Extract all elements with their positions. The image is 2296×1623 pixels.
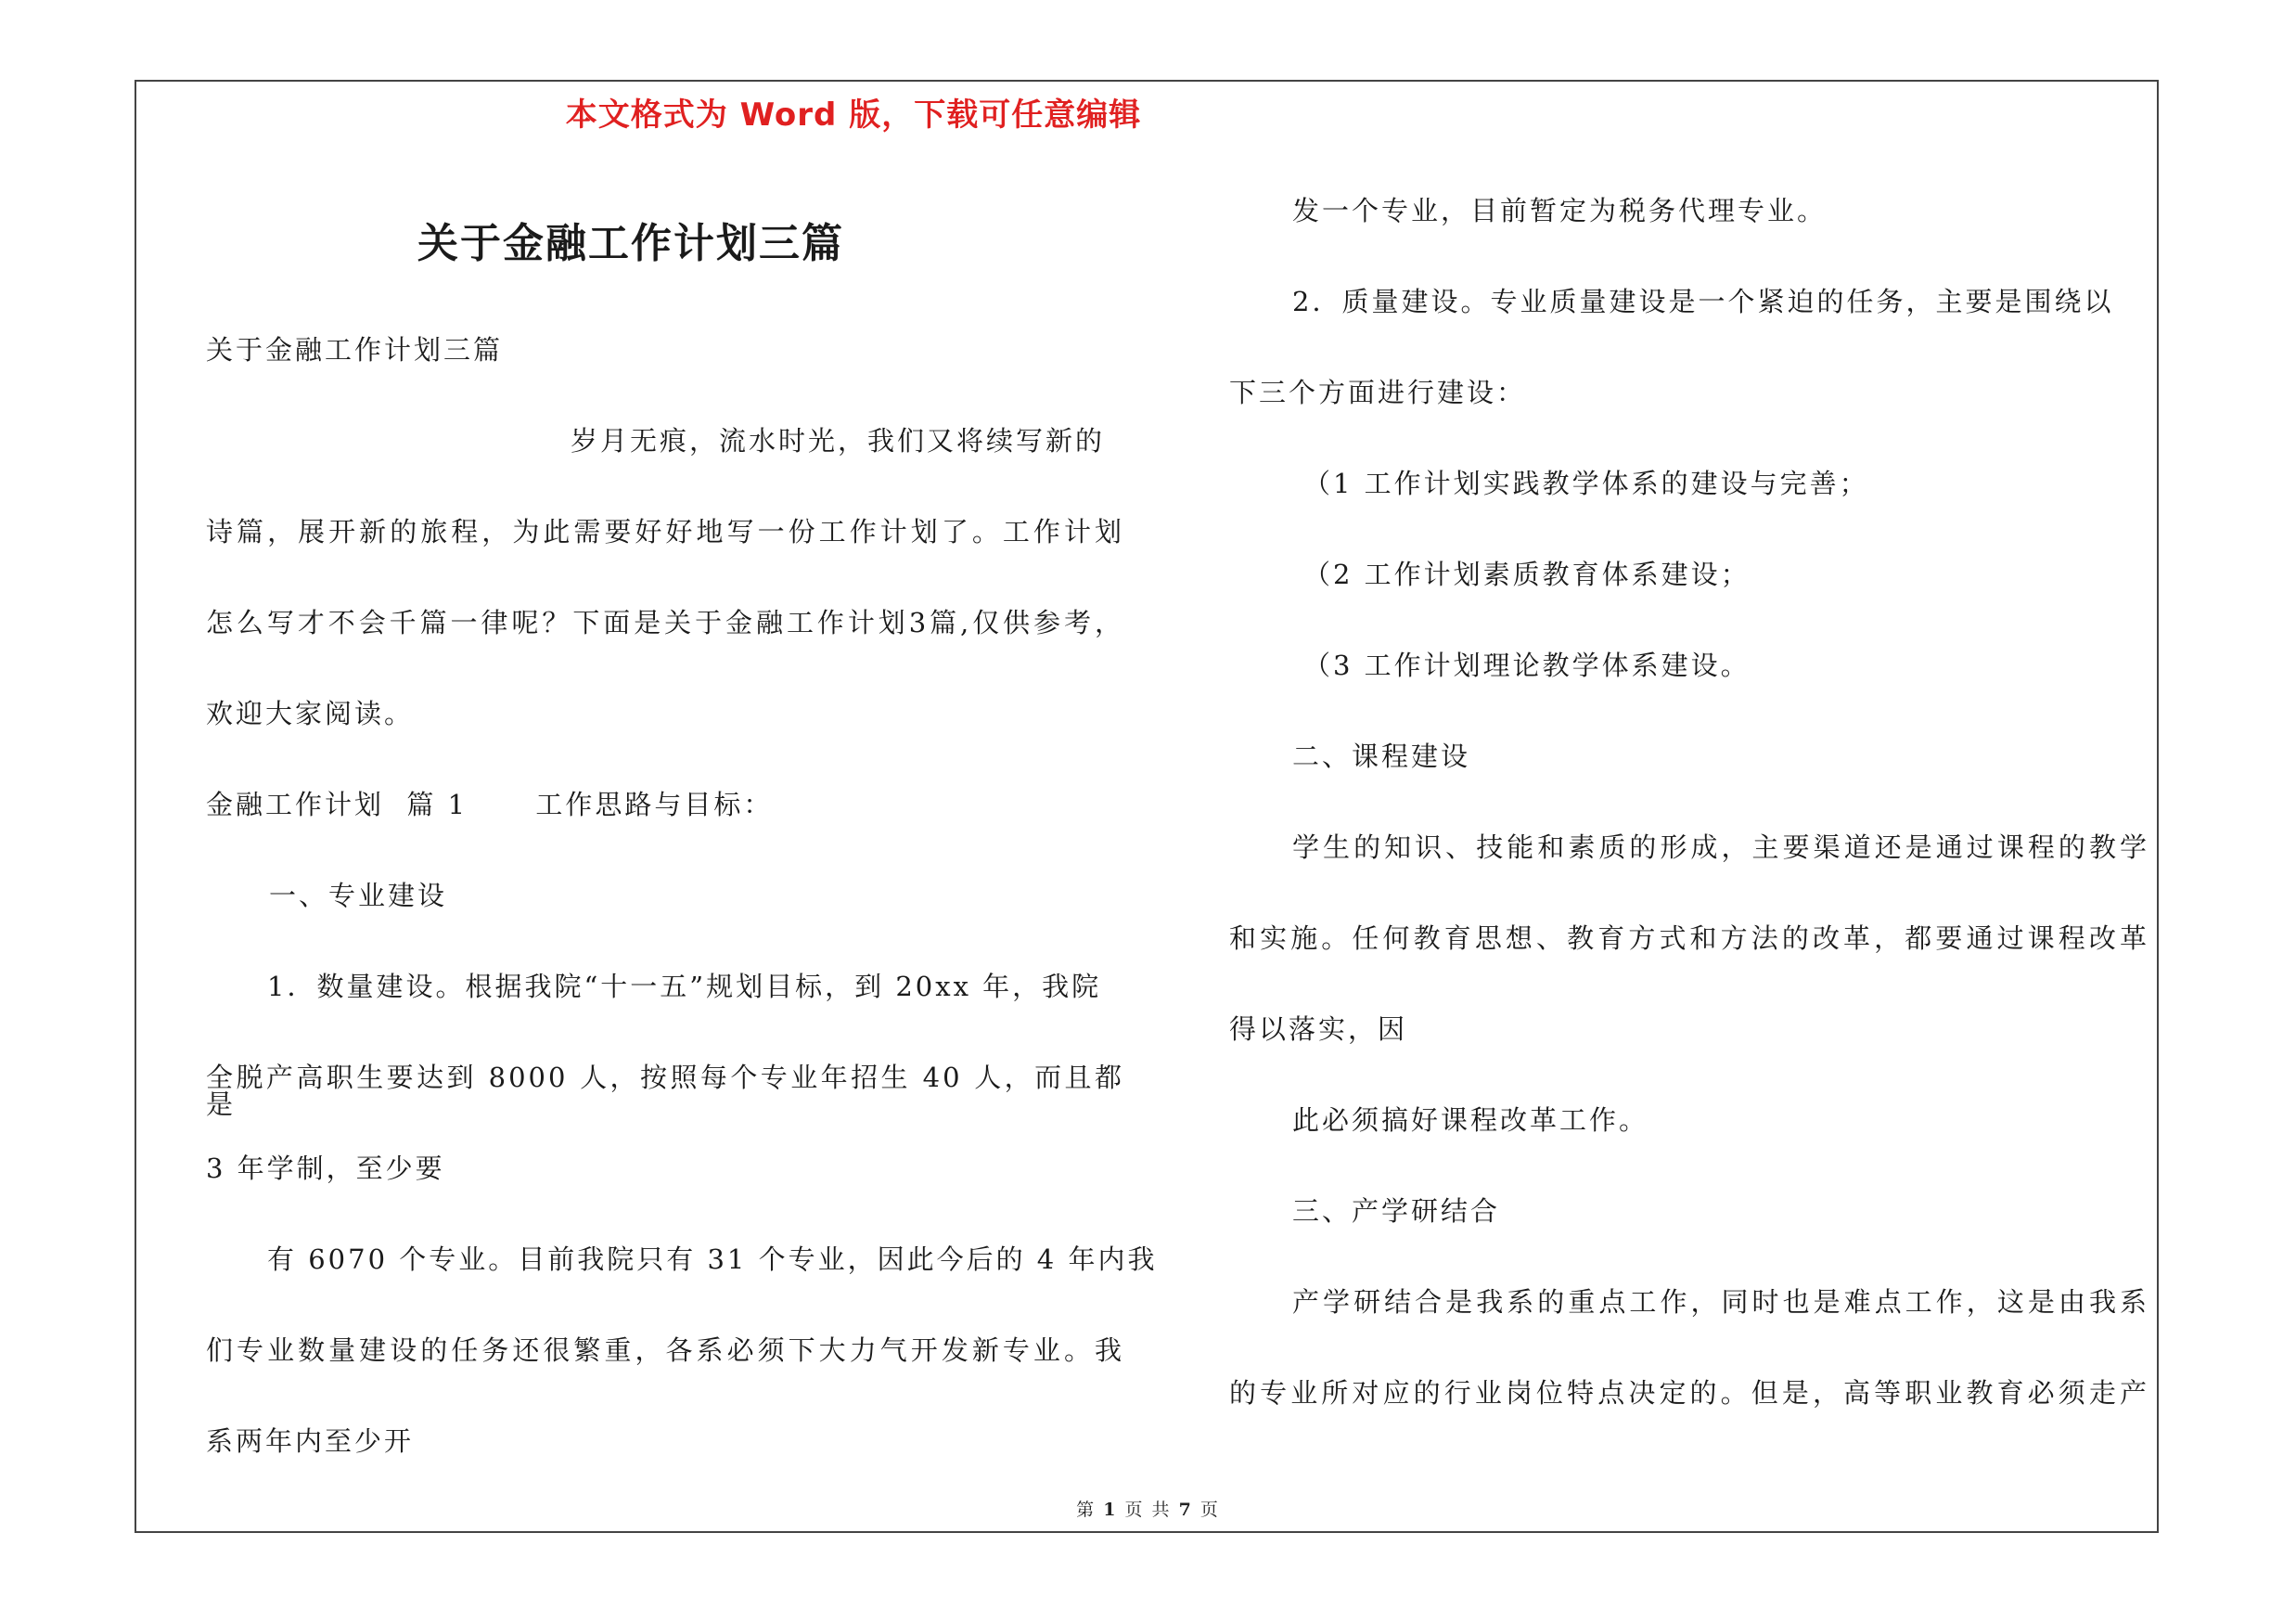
footer-prefix: 第 xyxy=(1076,1500,1097,1520)
course-line-3: 得以落实，因 xyxy=(1229,1013,1408,1045)
para1-line-2: 全脱产高职生要达到 8000 人，按照每个专业年招生 40 人，而且都是 xyxy=(206,1062,1124,1120)
continued-line: 发一个专业，目前暂定为税务代理专业。 xyxy=(1292,195,1828,226)
para2-line-1: 有 6070 个专业。目前我院只有 31 个专业，因此今后的 4 年内我 xyxy=(267,1243,1158,1275)
heading-iur: 三、产学研结合 xyxy=(1292,1195,1501,1227)
document-title: 关于金融工作计划三篇 xyxy=(417,220,844,267)
list-item-3: （3 工作计划理论教学体系建设。 xyxy=(1303,650,1751,681)
section-header: 金融工作计划 篇 1 工作思路与目标： xyxy=(206,789,774,820)
footer-page-number: 1 xyxy=(1103,1500,1118,1520)
heading-specialty: 一、专业建设 xyxy=(269,880,448,911)
para2-line-3: 系两年内至少开 xyxy=(206,1425,415,1457)
intro-line-2: 诗篇，展开新的旅程，为此需要好好地写一份工作计划了。工作计划 xyxy=(206,516,1124,547)
footer-middle: 页 共 xyxy=(1124,1500,1172,1520)
iur-line-1: 产学研结合是我系的重点工作，同时也是难点工作，这是由我系 xyxy=(1292,1286,2149,1318)
subtitle: 关于金融工作计划三篇 xyxy=(206,334,504,366)
para2-line-2: 们专业数量建设的任务还很繁重，各系必须下大力气开发新专业。我 xyxy=(206,1334,1124,1366)
page-footer xyxy=(0,1496,2296,1521)
footer-total-pages: 7 xyxy=(1178,1500,1193,1520)
iur-line-2: 的专业所对应的行业岗位特点决定的。但是，高等职业教育必须走产 xyxy=(1229,1377,2149,1409)
format-banner: 本文格式为 Word 版，下载可任意编辑 xyxy=(565,97,1142,134)
list-item-2: （2 工作计划素质教育体系建设； xyxy=(1303,559,1751,590)
quality-line-2: 下三个方面进行建设： xyxy=(1229,377,1527,408)
course-line-4: 此必须搞好课程改革工作。 xyxy=(1292,1104,1649,1136)
intro-line-3: 怎么写才不会千篇一律呢？下面是关于金融工作计划3篇,仅供参考， xyxy=(206,607,1124,638)
intro-line-4: 欢迎大家阅读。 xyxy=(206,698,415,729)
course-line-2: 和实施。任何教育思想、教育方式和方法的改革，都要通过课程改革 xyxy=(1229,922,2149,954)
heading-course: 二、课程建设 xyxy=(1292,741,1471,772)
course-line-1: 学生的知识、技能和素质的形成，主要渠道还是通过课程的教学 xyxy=(1292,831,2149,863)
para1-line-1: 1．数量建设。根据我院“十一五”规划目标，到 20xx 年，我院 xyxy=(267,971,1102,1002)
intro-line-1: 岁月无痕，流水时光，我们又将续写新的 xyxy=(571,425,1106,457)
quality-line-1: 2．质量建设。专业质量建设是一个紧迫的任务，主要是围绕以 xyxy=(1292,286,2114,317)
footer-suffix: 页 xyxy=(1199,1500,1220,1520)
list-item-1: （1 工作计划实践教学体系的建设与完善； xyxy=(1303,468,1869,499)
para1-line-3: 3 年学制，至少要 xyxy=(206,1153,445,1184)
